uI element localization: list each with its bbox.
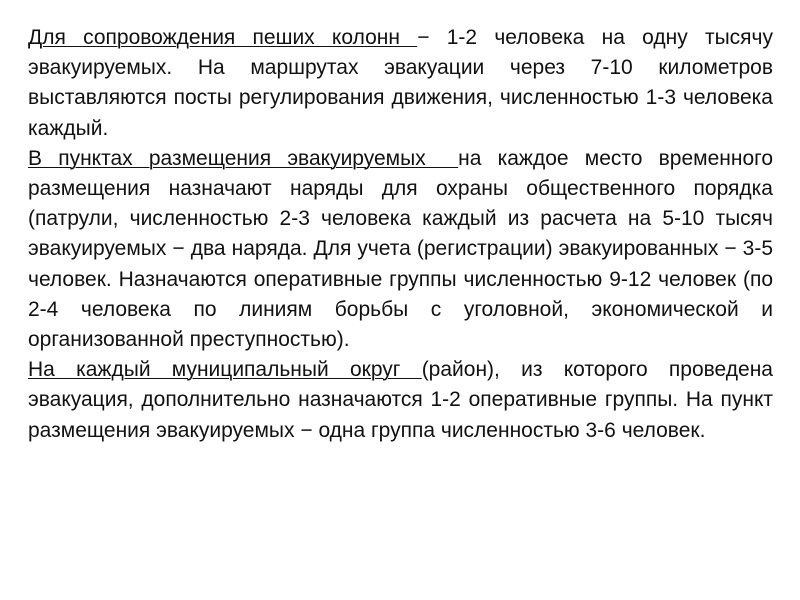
paragraph-evacuee-placement-points (28, 144, 773, 355)
paragraph-lead-underlined: В пунктах размещения эвакуируемых (28, 146, 459, 170)
paragraph-lead-underlined: На каждый муниципальный округ (28, 358, 422, 382)
paragraph-text: − 1-2 человека на одну тысячу эвакуируемых. На маршрутах эвакуации через 7-10 километров выставляются посты регулирования движения, численностью 1-3 человека каждый. (28, 26, 773, 140)
paragraph-lead-underlined: Для сопровождения пеших колонн (28, 26, 418, 49)
paragraph-text: (район), из которого проведена эвакуация, дополнительно назначаются 1-2 оперативные группы. На пункт размещения эвакуируемых − одна группа численностью 3-6 человек. (28, 358, 773, 442)
paragraph-text: на каждое место временного размещения назначают наряды для охраны общественного порядка (патрули, численностью 2-3 человека каждый из расчета на 5-10 тысяч эвакуируемых − два наряда. Для учета (регистрации) эвакуированных − 3-5 человек. Назначаются оперативные группы численностью 9-12 человек (по 2-4 человека по линиям борьбы с уголовной, экономической и организованной преступностью). (28, 146, 774, 352)
paragraph-municipal-district (28, 355, 773, 446)
text-block (28, 23, 773, 446)
paragraph-foot-columns-escort (28, 23, 773, 144)
